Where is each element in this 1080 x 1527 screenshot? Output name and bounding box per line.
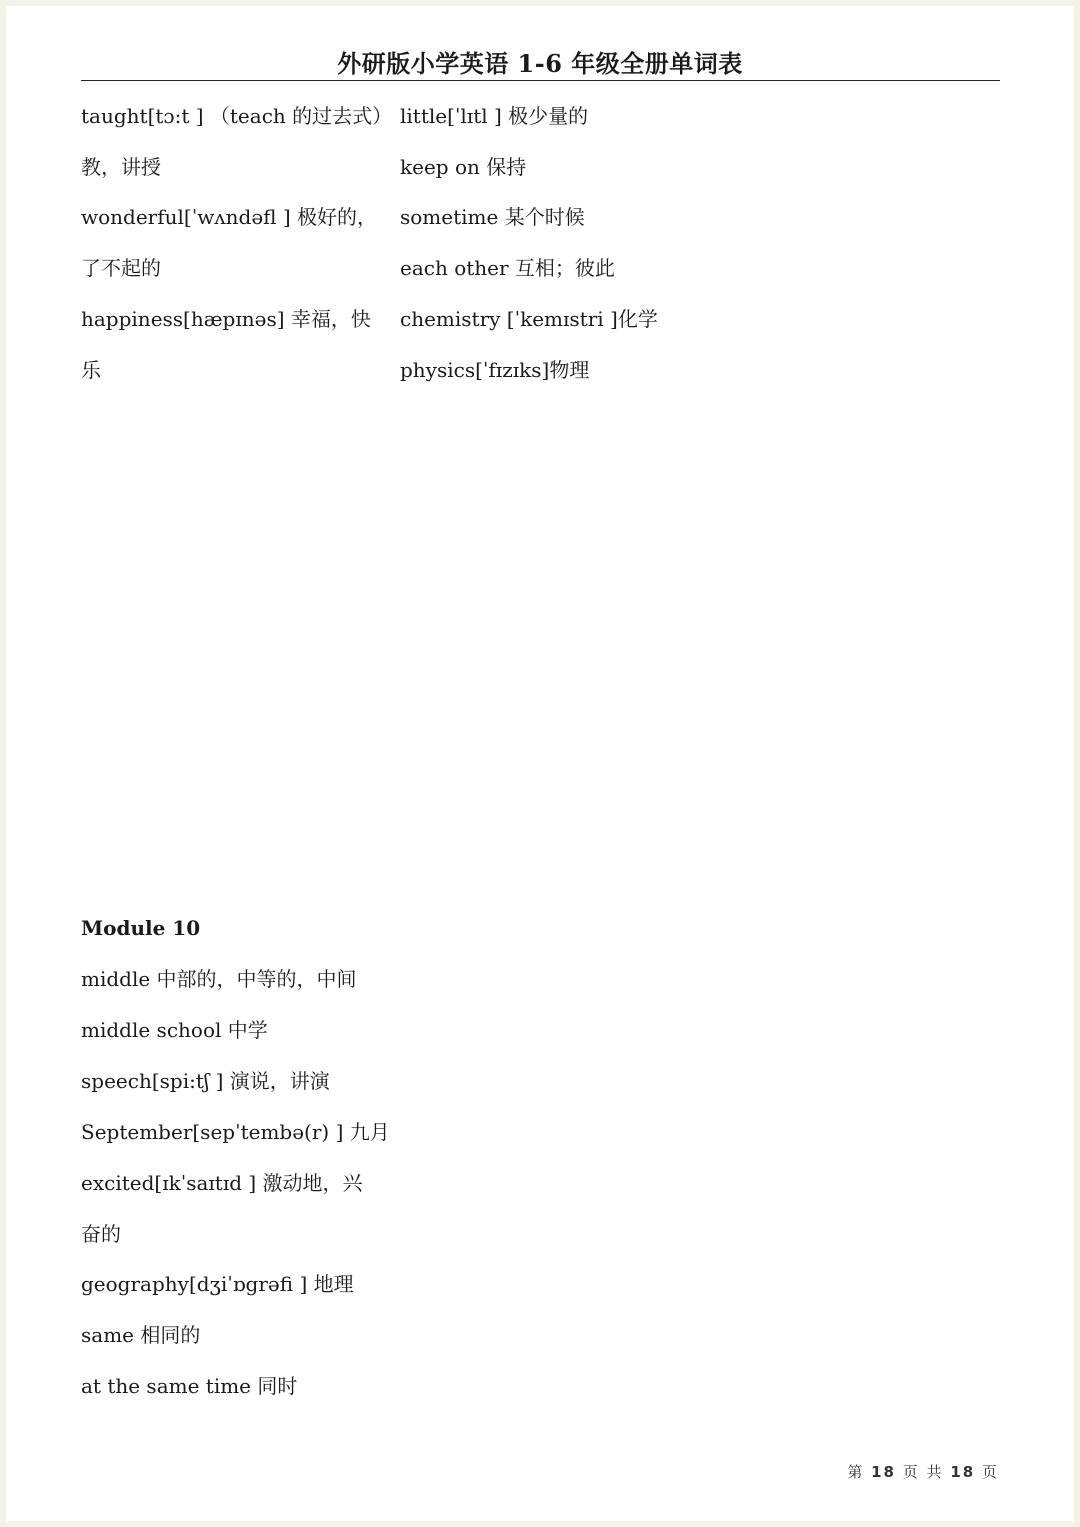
document-title: 外研版小学英语 1-6 年级全册单词表 xyxy=(337,49,743,78)
vocab-line: little[ˈlɪtl ] 极少量的 xyxy=(400,104,589,128)
vocab-line: sometime 某个时候 xyxy=(400,205,585,229)
vocab-line: excited[ɪkˈsaɪtɪd ] 激动地，兴 xyxy=(81,1171,363,1195)
vocab-line: wonderful[ˈwʌndəfl ] 极好的， xyxy=(81,205,378,229)
vocab-line: 教，讲授 xyxy=(81,155,161,179)
vocab-line: 乐 xyxy=(81,358,101,382)
vocab-line: each other 互相；彼此 xyxy=(400,256,615,280)
current-page: 18 xyxy=(871,1463,896,1481)
vocab-line: taught[tɔ:t ] （teach 的过去式） xyxy=(81,104,393,128)
page-number-suffix: 页 xyxy=(981,1463,999,1481)
vocab-line: middle 中部的，中等的，中间 xyxy=(81,967,357,991)
vocab-line: same 相同的 xyxy=(81,1323,201,1347)
module-heading: Module 10 xyxy=(81,916,201,940)
vocab-line: happiness[hæpɪnəs] 幸福，快 xyxy=(81,307,371,331)
vocab-line: keep on 保持 xyxy=(400,155,527,179)
vocab-line: chemistry [ˈkemɪstri ]化学 xyxy=(400,307,658,331)
page-number-middle: 页 共 xyxy=(902,1463,944,1481)
vocab-line: September[sepˈtembə(r) ] 九月 xyxy=(81,1120,390,1144)
vocab-line: 了不起的 xyxy=(81,256,161,280)
vocab-line: at the same time 同时 xyxy=(81,1374,298,1398)
vocab-line: speech[spi:tʃ ] 演说，讲演 xyxy=(81,1069,330,1093)
vocab-line: 奋的 xyxy=(81,1222,121,1246)
total-pages: 18 xyxy=(950,1463,976,1481)
vocab-line: physics[ˈfɪzɪks]物理 xyxy=(400,358,590,382)
vocab-line: middle school 中学 xyxy=(81,1018,268,1042)
vocab-line: geography[dʒiˈɒgrəfi ] 地理 xyxy=(81,1272,354,1296)
page-number-prefix: 第 xyxy=(847,1463,865,1481)
page-number xyxy=(847,1461,999,1482)
header-divider xyxy=(81,80,1000,81)
